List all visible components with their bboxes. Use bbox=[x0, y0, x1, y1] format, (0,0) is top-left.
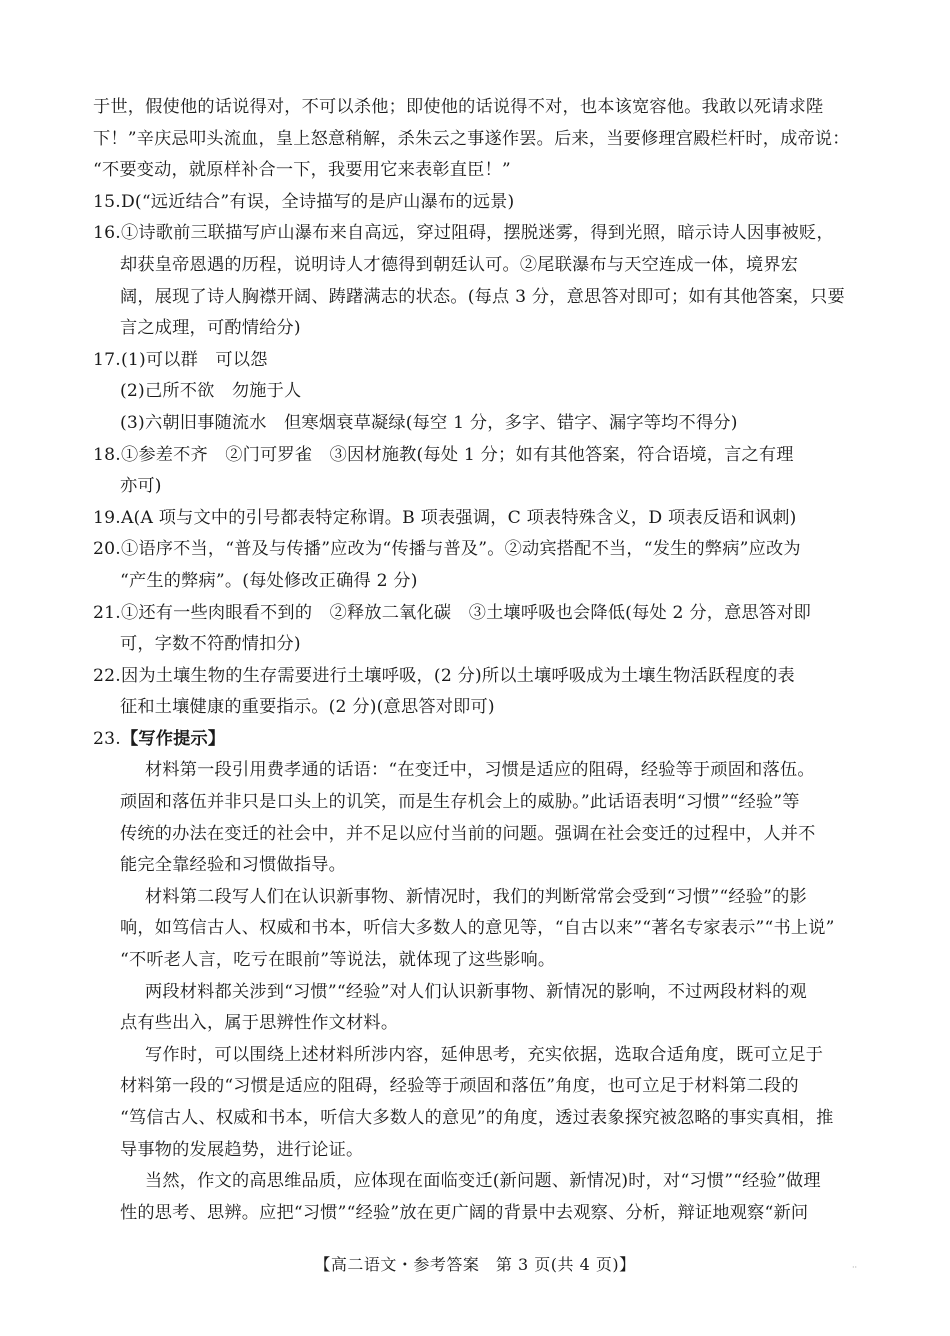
tip-paragraph-4 bbox=[93, 1040, 863, 1166]
question-number: 18. bbox=[93, 444, 121, 465]
text-line: “不听老人言，吃亏在眼前”等说法，就体现了这些影响。 bbox=[120, 950, 556, 971]
text-line: 下！”辛庆忌叩头流血，皇上怒意稍解，杀朱云之事遂作罢。后来，当要修理宫殿栏杆时，成帝说： bbox=[93, 128, 850, 149]
question-number: 15. bbox=[93, 191, 121, 212]
answer-17 bbox=[93, 345, 863, 440]
answer-15 bbox=[93, 187, 863, 219]
answer-page bbox=[93, 92, 863, 1229]
continuation-block bbox=[93, 92, 863, 187]
text-line: 导事物的发展趋势，进行论证。 bbox=[120, 1139, 364, 1160]
tip-paragraph-1 bbox=[93, 755, 863, 881]
question-number: 22. bbox=[93, 665, 121, 686]
question-number: 20. bbox=[93, 539, 121, 560]
answer-text: (1)可以群 可以怨 bbox=[120, 349, 268, 370]
text-line: 材料第一段引用费孝通的话语：“在变迁中，习惯是适应的阻碍，经验等于顽固和落伍。 bbox=[145, 760, 815, 781]
answer-text: “产生的弊病”。(每处修改正确得 2 分) bbox=[120, 570, 418, 591]
answer-text: 征和土壤健康的重要指示。(2 分)(意思答对即可) bbox=[120, 697, 495, 718]
tip-paragraph-2 bbox=[93, 882, 863, 977]
text-line: 能完全靠经验和习惯做指导。 bbox=[120, 855, 347, 876]
question-number: 16. bbox=[93, 223, 121, 244]
answer-text: 因为土壤生物的生存需要进行土壤呼吸，(2 分)所以土壤呼吸成为土壤生物活跃程度的表 bbox=[120, 665, 795, 686]
question-number: 23. bbox=[93, 728, 121, 749]
writing-tips-heading: 【写作提示】 bbox=[120, 728, 226, 749]
answer-text: 言之成理，可酌情给分) bbox=[120, 318, 301, 339]
answer-text: ①参差不齐 ②门可罗雀 ③因材施教(每处 1 分；如有其他答案，符合语境，言之有理 bbox=[120, 444, 794, 465]
text-line: 顽固和落伍并非只是口头上的讥笑，而是生存机会上的威胁。”此话语表明“习惯”“经验”等 bbox=[120, 792, 800, 813]
text-line: 点有些出入，属于思辨性作文材料。 bbox=[120, 1013, 399, 1034]
corner-mark: ·· bbox=[852, 1263, 858, 1272]
text-line: 写作时，可以围绕上述材料所涉内容，延伸思考，充实依据，选取合适角度，既可立足于 bbox=[145, 1044, 824, 1065]
answer-text: 阔，展现了诗人胸襟开阔、踌躇满志的状态。(每点 3 分，意思答对即可；如有其他答案，只要 bbox=[120, 286, 845, 307]
text-line: 响，如笃信古人、权威和书本，听信大多数人的意见等，“自古以来”“著名专家表示”“书上说” bbox=[120, 918, 835, 939]
answer-20 bbox=[93, 534, 863, 597]
text-line: 传统的办法在变迁的社会中，并不足以应付当前的问题。强调在社会变迁的过程中，人并不 bbox=[120, 823, 816, 844]
tip-paragraph-5 bbox=[93, 1166, 863, 1229]
question-number: 17. bbox=[93, 349, 121, 370]
answer-text: 亦可) bbox=[120, 476, 162, 497]
question-number: 19. bbox=[93, 507, 121, 528]
answer-text: 可，字数不符酌情扣分) bbox=[120, 634, 301, 655]
answer-text: ①还有一些肉眼看不到的 ②释放二氧化碳 ③土壤呼吸也会降低(每处 2 分，意思答对即 bbox=[120, 602, 812, 623]
answer-19 bbox=[93, 503, 863, 535]
page-footer: 【高二语文・参考答案 第 3 页(共 4 页)】 bbox=[314, 1255, 636, 1274]
text-line: 材料第一段的“习惯是适应的阻碍，经验等于顽固和落伍”角度，也可立足于材料第二段的 bbox=[120, 1076, 799, 1097]
text-line: 材料第二段写人们在认识新事物、新情况时，我们的判断常常会受到“习惯”“经验”的影 bbox=[145, 886, 807, 907]
answer-text: 却获皇帝恩遇的历程，说明诗人才德得到朝廷认可。②尾联瀑布与天空连成一体，境界宏 bbox=[120, 254, 799, 275]
answer-text: (3)六朝旧事随流水 但寒烟衰草凝绿(每空 1 分，多字、错字、漏字等均不得分) bbox=[120, 412, 738, 433]
answer-text: (2)己所不欲 勿施于人 bbox=[120, 381, 302, 402]
text-line: 当然，作文的高思维品质，应体现在面临变迁(新问题、新情况)时，对“习惯”“经验”做理 bbox=[145, 1171, 821, 1192]
answer-21 bbox=[93, 598, 863, 661]
answer-text: ①语序不当，“普及与传播”应改为“传播与普及”。②动宾搭配不当，“发生的弊病”应改为 bbox=[120, 539, 801, 560]
text-line: 性的思考、思辨。应把“习惯”“经验”放在更广阔的背景中去观察、分析，辩证地观察“新问 bbox=[120, 1202, 809, 1223]
answer-18 bbox=[93, 440, 863, 503]
answer-text: A(A 项与文中的引号都表特定称谓。B 项表强调，C 项表特殊含义，D 项表反语和讽刺) bbox=[120, 507, 797, 528]
text-line: 两段材料都关涉到“习惯”“经验”对人们认识新事物、新情况的影响，不过两段材料的观 bbox=[145, 981, 807, 1002]
answer-16 bbox=[93, 218, 863, 344]
text-line: 于世，假使他的话说得对，不可以杀他；即使他的话说得不对，也本该宽容他。我敢以死请求陛 bbox=[93, 97, 824, 117]
answer-text: D(“远近结合”有误，全诗描写的是庐山瀑布的远景) bbox=[120, 191, 515, 212]
answer-23 bbox=[93, 724, 863, 756]
writing-tips bbox=[93, 755, 863, 1229]
tip-paragraph-3 bbox=[93, 977, 863, 1040]
answer-22 bbox=[93, 661, 863, 724]
answer-text: ①诗歌前三联描写庐山瀑布来自高远，穿过阻碍，摆脱迷雾，得到光照，暗示诗人因事被贬， bbox=[120, 223, 834, 244]
question-number: 21. bbox=[93, 602, 121, 623]
text-line: “笃信古人、权威和书本，听信大多数人的意见”的角度，透过表象探究被忽略的事实真相，推 bbox=[120, 1108, 834, 1128]
text-line: “不要变动，就原样补合一下，我要用它来表彰直臣！” bbox=[93, 160, 511, 181]
